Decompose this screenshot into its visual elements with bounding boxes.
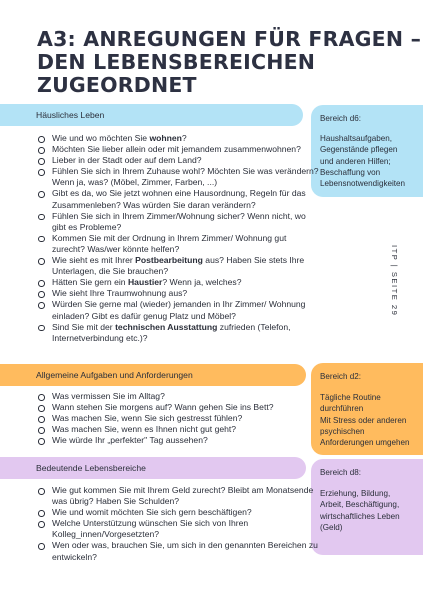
area-box-d2 bbox=[311, 363, 423, 455]
list-item-text: Welche Unterstützung wünschen Sie sich von Ihren bbox=[52, 518, 249, 529]
list-item-text: Wie würde Ihr „perfekter" Tag aussehen? bbox=[52, 435, 208, 446]
title-line-1: A3: ANREGUNGEN FÜR FRAGEN – bbox=[37, 27, 422, 51]
list-item-line bbox=[52, 322, 312, 333]
list-item-text: Wann stehen Sie morgens auf? Wann gehen Sie ins Bett? bbox=[52, 402, 274, 413]
list-item-text: Was machen Sie, wenn Sie sich gestresst fühlen? bbox=[52, 413, 243, 424]
list-item bbox=[37, 166, 319, 188]
list-item-line bbox=[52, 540, 318, 551]
list-item bbox=[37, 391, 312, 402]
list-item-text: Hätten Sie gern ein bbox=[52, 277, 128, 288]
list-item-emphasis: wohnen bbox=[149, 133, 182, 143]
list-item-text: zufrieden (Telefon, bbox=[217, 321, 291, 332]
list-item-line: Wenn ja, was? (Möbel, Zimmer, Farben, ...) bbox=[52, 177, 218, 188]
list-item-line bbox=[52, 391, 312, 402]
section-heading-haeusliches-leben: Häusliches Leben bbox=[0, 104, 303, 126]
list-item-line bbox=[52, 144, 312, 155]
question-list-haeusliches-leben bbox=[37, 133, 319, 344]
page-side-label: ITP | SEITE 29 bbox=[390, 245, 399, 317]
list-item-line bbox=[52, 166, 319, 177]
list-item-emphasis: Postbearbeitung bbox=[135, 255, 203, 266]
list-item bbox=[37, 144, 312, 155]
list-item-text: Was machen Sie, wenn es Ihnen nicht gut geht? bbox=[52, 424, 237, 435]
list-item-line bbox=[52, 188, 312, 199]
list-item-text: Wen oder was, brauchen Sie, um sich in den genannten Bereichen zu bbox=[52, 540, 318, 551]
list-item-line bbox=[52, 211, 312, 222]
list-item bbox=[37, 485, 312, 507]
list-item-text: Wie und wo möchten Sie bbox=[52, 133, 150, 143]
list-item-line bbox=[52, 255, 312, 266]
list-item-line bbox=[52, 233, 312, 244]
list-item-line bbox=[52, 288, 312, 299]
page-title bbox=[37, 27, 422, 97]
list-item-text: Lieber in der Stadt oder auf dem Land? bbox=[52, 155, 202, 166]
list-item bbox=[37, 211, 312, 233]
title-line-3: ZUGEORDNET bbox=[37, 73, 197, 97]
list-item-text: Fühlen Sie sich in Ihrem Zimmer/Wohnung sicher? Wenn nicht, wo bbox=[52, 210, 306, 221]
list-item bbox=[37, 424, 312, 435]
list-item-line bbox=[52, 507, 312, 518]
list-item-text: Wie sieht es mit Ihrer bbox=[52, 255, 136, 266]
list-item bbox=[37, 233, 312, 255]
area-text-d6: Haushaltsaufgaben, Gegenstände pflegen und anderen Hilfen; Beschaffung von Lebensnotwendigkeiten bbox=[320, 134, 406, 189]
list-item-line bbox=[52, 155, 312, 166]
list-item-line: gibt es Probleme? bbox=[52, 221, 122, 232]
list-item bbox=[37, 518, 312, 540]
list-item-line bbox=[52, 277, 312, 288]
list-item-text: Sind Sie mit der bbox=[52, 321, 116, 332]
list-item-line: Zusammenleben? Was würden Sie daran verändern? bbox=[52, 199, 256, 210]
list-item bbox=[37, 188, 312, 210]
area-box-d6 bbox=[311, 105, 423, 197]
list-item-text: Fühlen Sie sich in Ihrem Zuhause wohl? Möchten Sie was verändern? bbox=[52, 166, 319, 177]
list-item-line bbox=[52, 413, 312, 424]
list-item-line: was übrig? Haben Sie Schulden? bbox=[52, 496, 180, 507]
list-item-line: einladen? Gibt es dafür genug Platz und Möbel? bbox=[52, 310, 236, 321]
list-item-text: Würden Sie gerne mal (wieder) jemanden in Ihr Zimmer/ Wohnung bbox=[52, 299, 306, 310]
list-item bbox=[37, 322, 312, 344]
list-item-text: Was vermissen Sie im Alltag? bbox=[52, 391, 165, 401]
list-item bbox=[37, 540, 318, 562]
list-item-line: zurecht? Was/wer könnte helfen? bbox=[52, 243, 180, 254]
list-item-line bbox=[52, 424, 312, 435]
area-label-d8: Bereich d8: bbox=[320, 468, 361, 477]
section-heading-bedeutende-lebensbereiche: Bedeutende Lebensbereiche bbox=[0, 457, 306, 479]
list-item bbox=[37, 155, 312, 166]
list-item-line bbox=[52, 299, 312, 310]
list-item-line bbox=[52, 485, 312, 496]
section-heading-allgemeine-aufgaben: Allgemeine Aufgaben und Anforderungen bbox=[0, 364, 306, 386]
question-list-allgemeine-aufgaben bbox=[37, 391, 312, 446]
list-item-text: ? Wenn ja, welches? bbox=[162, 277, 242, 288]
list-item-text: Wie sieht Ihre Traumwohnung aus? bbox=[52, 288, 188, 299]
list-item bbox=[37, 402, 312, 413]
list-item bbox=[37, 299, 312, 321]
list-item-text: Möchten Sie lieber allein oder mit jemandem zusammenwohnen? bbox=[52, 144, 301, 155]
list-item-emphasis: Haustier bbox=[127, 277, 163, 288]
list-item-line: Internetverbindung etc.)? bbox=[52, 332, 148, 343]
list-item bbox=[37, 255, 312, 277]
list-item-text: ? bbox=[181, 133, 187, 143]
list-item bbox=[37, 288, 312, 299]
list-item-text: Wie gut kommen Sie mit Ihrem Geld zurecht? Bleibt am Monatsende bbox=[52, 485, 314, 495]
area-text-d8: Erziehung, Bildung, Arbeit, Beschäftigung, wirtschaftliches Leben (Geld) bbox=[320, 489, 400, 532]
area-label-d6: Bereich d6: bbox=[320, 114, 361, 123]
list-item bbox=[37, 435, 312, 446]
list-item-line: Kolleg_innen/Vorgesetzten? bbox=[52, 529, 160, 540]
question-list-bedeutende-lebensbereiche bbox=[37, 485, 318, 563]
list-item-text: Kommen Sie mit der Ordnung in Ihrem Zimmer/ Wohnung gut bbox=[52, 232, 287, 243]
list-item-text: aus? Haben Sie stets Ihre bbox=[202, 255, 305, 266]
list-item-line bbox=[52, 435, 312, 446]
list-item-line bbox=[52, 402, 312, 413]
list-item-line: entwickeln? bbox=[52, 551, 97, 562]
list-item bbox=[37, 133, 312, 144]
area-label-d2: Bereich d2: bbox=[320, 372, 361, 381]
list-item-emphasis: technischen Ausstattung bbox=[115, 321, 218, 332]
list-item bbox=[37, 277, 312, 288]
list-item-line bbox=[52, 518, 312, 529]
list-item-line bbox=[52, 133, 312, 144]
list-item-line: Unterlagen, die Sie brauchen? bbox=[52, 266, 169, 277]
title-line-2: DEN LEBENSBEREICHEN bbox=[37, 50, 316, 74]
list-item bbox=[37, 413, 312, 424]
area-text-d2: Tägliche Routine durchführen Mit Stress oder anderen psychischen Anforderungen umgehen bbox=[320, 393, 410, 448]
area-box-d8 bbox=[311, 459, 423, 555]
list-item-text: Gibt es da, wo Sie jetzt wohnen eine Hausordnung, Regeln für das bbox=[52, 188, 306, 199]
list-item-text: Wie und womit möchten Sie sich gern beschäftigen? bbox=[52, 507, 252, 518]
list-item bbox=[37, 507, 312, 518]
